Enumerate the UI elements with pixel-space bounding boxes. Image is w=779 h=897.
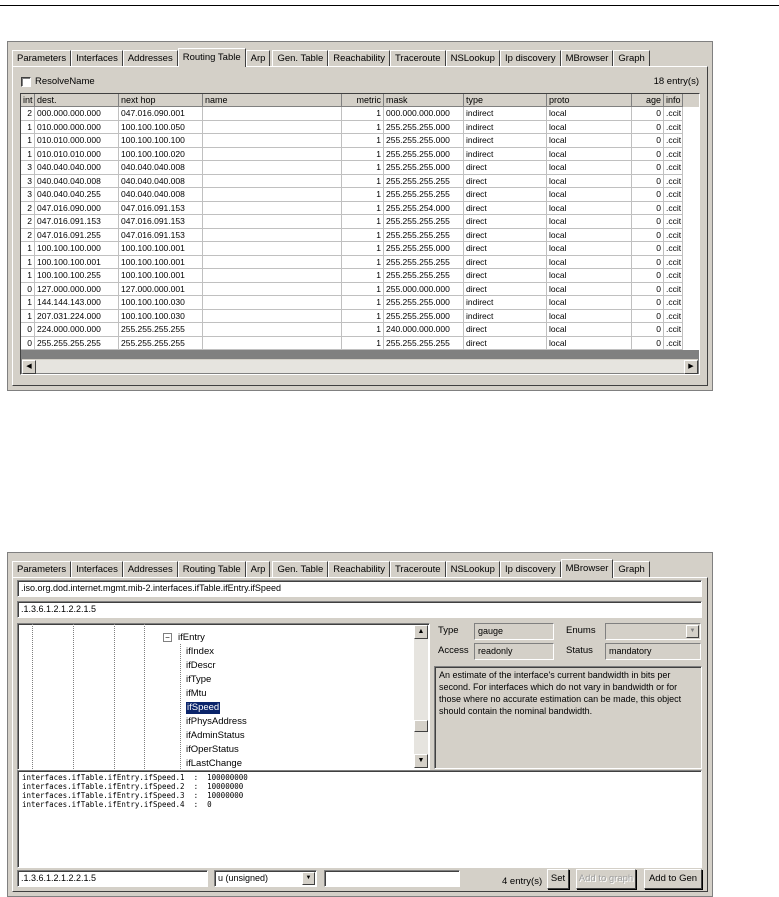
cell-info: .ccit: [664, 202, 683, 216]
table-row[interactable]: [21, 323, 699, 337]
cell-age: 0: [632, 283, 664, 297]
tree-node-ifmtu[interactable]: ifMtu: [186, 688, 207, 699]
cell-type: direct: [464, 269, 547, 283]
table-row[interactable]: [21, 161, 699, 175]
cell-age: 0: [632, 148, 664, 162]
scroll-up-arrow-icon[interactable]: ▲: [414, 625, 428, 639]
value-type-selected: u (unsigned): [218, 873, 269, 883]
cell-next-hop: 127.000.000.001: [119, 283, 203, 297]
cell-name: [203, 175, 342, 189]
tab-ip-discovery[interactable]: Ip discovery: [500, 561, 561, 577]
column-header-dest[interactable]: dest.: [35, 94, 119, 107]
cell-name: [203, 296, 342, 310]
routing-entry-count: 18 entry(s): [653, 76, 699, 87]
cell-dest: 010.010.000.000: [35, 134, 119, 148]
set-value-input[interactable]: [324, 870, 460, 887]
cell-dest: 127.000.000.000: [35, 283, 119, 297]
cell-proto: local: [547, 175, 632, 189]
cell-metric: 1: [342, 134, 384, 148]
cell-proto: local: [547, 242, 632, 256]
status-value-field: mandatory: [605, 643, 701, 660]
cell-proto: local: [547, 148, 632, 162]
tree-guide: [32, 624, 33, 770]
query-output: interfaces.ifTable.ifEntry.ifSpeed.1 : 100000000 interfaces.ifTable.ifEntry.ifSpeed.2 : 10000000 interfaces.ifTable.ifEntry.ifSpeed.3 : 10000000 interfaces.ifTable.ifEntry.ifSpeed.4 : 0: [17, 770, 702, 868]
cell-next-hop: 040.040.040.008: [119, 188, 203, 202]
chevron-down-icon[interactable]: ▼: [686, 625, 699, 638]
cell-age: 0: [632, 296, 664, 310]
cell-type: direct: [464, 242, 547, 256]
cell-proto: local: [547, 269, 632, 283]
description-text: An estimate of the interface's current bandwidth in bits per second. For interfaces which do not vary in bandwidth or for those where no accurate estimation can be made, this object should contain the nominal bandwidth.: [439, 670, 682, 716]
cell-dest: 224.000.000.000: [35, 323, 119, 337]
table-row[interactable]: [21, 310, 699, 324]
cell-next-hop: 040.040.040.008: [119, 161, 203, 175]
cell-dest: 047.016.091.255: [35, 229, 119, 243]
tree-node-ifdescr[interactable]: ifDescr: [186, 660, 216, 671]
tree-node-ifadminstatus[interactable]: ifAdminStatus: [186, 730, 245, 741]
tab-bar: [12, 559, 650, 577]
cell-dest: 010.000.000.000: [35, 121, 119, 135]
cell-type: direct: [464, 175, 547, 189]
cell-metric: 1: [342, 283, 384, 297]
cell-mask: 255.255.255.000: [384, 148, 464, 162]
cell-mask: 255.255.255.000: [384, 296, 464, 310]
tree-node-iftype[interactable]: ifType: [186, 674, 212, 685]
cell-int: 1: [21, 121, 35, 135]
tree-guide: [114, 624, 115, 770]
cell-next-hop: 255.255.255.255: [119, 323, 203, 337]
cell-age: 0: [632, 188, 664, 202]
cell-age: 0: [632, 202, 664, 216]
cell-type: direct: [464, 188, 547, 202]
cell-metric: 1: [342, 229, 384, 243]
tab-nslookup[interactable]: NSLookup: [446, 50, 500, 66]
cell-age: 0: [632, 175, 664, 189]
cell-metric: 1: [342, 256, 384, 270]
cell-name: [203, 202, 342, 216]
cell-mask: 255.255.255.255: [384, 337, 464, 351]
table-row[interactable]: [21, 242, 699, 256]
cell-next-hop: 100.100.100.030: [119, 310, 203, 324]
tab-addresses[interactable]: Addresses: [123, 50, 178, 66]
cell-age: 0: [632, 269, 664, 283]
table-row[interactable]: [21, 107, 699, 121]
cell-info: .ccit: [664, 296, 683, 310]
cell-info: .ccit: [664, 175, 683, 189]
cell-mask: 255.000.000.000: [384, 283, 464, 297]
cell-metric: 1: [342, 242, 384, 256]
cell-int: 2: [21, 202, 35, 216]
mib-tree[interactable]: [17, 623, 430, 770]
cell-int: 1: [21, 242, 35, 256]
cell-proto: local: [547, 229, 632, 243]
table-row[interactable]: [21, 175, 699, 189]
cell-dest: 207.031.224.000: [35, 310, 119, 324]
cell-int: 0: [21, 283, 35, 297]
scroll-down-arrow-icon[interactable]: ▼: [414, 754, 428, 768]
tab-mbrowser[interactable]: MBrowser: [561, 50, 614, 66]
tab-routing-table[interactable]: Routing Table: [178, 48, 246, 67]
cell-mask: 255.255.255.255: [384, 269, 464, 283]
scroll-thumb[interactable]: [414, 720, 428, 732]
cell-metric: 1: [342, 269, 384, 283]
cell-age: 0: [632, 242, 664, 256]
routing-table-window: [7, 41, 713, 391]
collapse-icon[interactable]: −: [163, 633, 172, 642]
cell-info: .ccit: [664, 283, 683, 297]
tree-node-ifspeed[interactable]: ifSpeed: [187, 702, 220, 713]
cell-int: 0: [21, 323, 35, 337]
resolve-name-option[interactable]: [21, 76, 95, 87]
tab-ip-discovery[interactable]: Ip discovery: [500, 50, 561, 66]
table-row[interactable]: [21, 229, 699, 243]
cell-name: [203, 310, 342, 324]
tree-guide: [73, 624, 74, 770]
cell-next-hop: 100.100.100.030: [119, 296, 203, 310]
cell-mask: 255.255.255.255: [384, 188, 464, 202]
tab-gen-table[interactable]: Gen. Table: [272, 561, 328, 577]
object-description: [434, 666, 702, 769]
tree-guide: [180, 644, 181, 770]
cell-mask: 255.255.255.000: [384, 134, 464, 148]
cell-type: direct: [464, 215, 547, 229]
page-top-rule: [0, 5, 779, 6]
cell-dest: 255.255.255.255: [35, 337, 119, 351]
table-row[interactable]: [21, 215, 699, 229]
cell-name: [203, 283, 342, 297]
cell-proto: local: [547, 161, 632, 175]
cell-proto: local: [547, 134, 632, 148]
column-header-age[interactable]: age: [632, 94, 664, 107]
status-label: Status: [566, 645, 593, 656]
tab-traceroute[interactable]: Traceroute: [390, 50, 446, 66]
cell-age: 0: [632, 121, 664, 135]
table-row[interactable]: [21, 296, 699, 310]
cell-type: direct: [464, 161, 547, 175]
cell-name: [203, 188, 342, 202]
table-row[interactable]: [21, 269, 699, 283]
cell-age: 0: [632, 161, 664, 175]
cell-metric: 1: [342, 148, 384, 162]
table-row[interactable]: [21, 202, 699, 216]
oid-name-field[interactable]: .iso.org.dod.internet.mgmt.mib-2.interfaces.ifTable.ifEntry.ifSpeed: [17, 580, 702, 597]
cell-proto: local: [547, 202, 632, 216]
cell-type: direct: [464, 337, 547, 351]
resolve-name-label: ResolveName: [35, 76, 95, 87]
cell-int: 1: [21, 148, 35, 162]
cell-proto: local: [547, 121, 632, 135]
cell-next-hop: 100.100.100.100: [119, 134, 203, 148]
oid-numeric-field[interactable]: .1.3.6.1.2.1.2.2.1.5: [17, 601, 702, 618]
cell-type: direct: [464, 202, 547, 216]
tab-gen-table[interactable]: Gen. Table: [272, 50, 328, 66]
cell-mask: 255.255.255.000: [384, 161, 464, 175]
cell-proto: local: [547, 283, 632, 297]
cell-info: .ccit: [664, 323, 683, 337]
cell-next-hop: 100.100.100.001: [119, 256, 203, 270]
tab-routing-table[interactable]: Routing Table: [178, 561, 246, 577]
cell-type: direct: [464, 323, 547, 337]
tab-graph[interactable]: Graph: [613, 561, 649, 577]
cell-name: [203, 242, 342, 256]
mib-entry-count: 4 entry(s): [502, 876, 543, 887]
cell-name: [203, 337, 342, 351]
enums-select[interactable]: [605, 623, 701, 640]
cell-dest: 040.040.040.255: [35, 188, 119, 202]
cell-age: 0: [632, 337, 664, 351]
cell-info: .ccit: [664, 242, 683, 256]
tab-parameters[interactable]: Parameters: [12, 561, 71, 577]
tab-interfaces[interactable]: Interfaces: [71, 50, 123, 66]
cell-int: 1: [21, 134, 35, 148]
cell-metric: 1: [342, 188, 384, 202]
type-label: Type: [438, 625, 459, 636]
type-value-field: gauge: [474, 623, 554, 640]
cell-age: 0: [632, 310, 664, 324]
cell-mask: 255.255.255.000: [384, 310, 464, 324]
cell-int: 3: [21, 161, 35, 175]
cell-mask: 240.000.000.000: [384, 323, 464, 337]
cell-proto: local: [547, 188, 632, 202]
mib-browser-window: [7, 552, 713, 897]
table-row[interactable]: [21, 283, 699, 297]
routing-grid-body: [21, 107, 699, 350]
cell-type: indirect: [464, 310, 547, 324]
cell-name: [203, 323, 342, 337]
cell-name: [203, 215, 342, 229]
cell-age: 0: [632, 107, 664, 121]
cell-type: direct: [464, 256, 547, 270]
cell-next-hop: 100.100.100.050: [119, 121, 203, 135]
cell-mask: 255.255.254.000: [384, 202, 464, 216]
cell-mask: 000.000.000.000: [384, 107, 464, 121]
cell-name: [203, 161, 342, 175]
cell-info: .ccit: [664, 229, 683, 243]
cell-metric: 1: [342, 296, 384, 310]
cell-next-hop: 047.016.091.153: [119, 202, 203, 216]
cell-dest: 010.010.010.000: [35, 148, 119, 162]
column-header-mask[interactable]: mask: [384, 94, 464, 107]
cell-mask: 255.255.255.255: [384, 215, 464, 229]
tree-node-ifphysaddress[interactable]: ifPhysAddress: [186, 716, 247, 727]
cell-name: [203, 121, 342, 135]
cell-info: .ccit: [664, 121, 683, 135]
set-button[interactable]: Set: [547, 869, 569, 889]
table-row[interactable]: [21, 188, 699, 202]
cell-int: 2: [21, 107, 35, 121]
cell-info: .ccit: [664, 148, 683, 162]
tab-traceroute[interactable]: Traceroute: [390, 561, 446, 577]
add-to-gen-button[interactable]: Add to Gen: [644, 869, 702, 889]
cell-info: .ccit: [664, 188, 683, 202]
table-row[interactable]: [21, 148, 699, 162]
cell-age: 0: [632, 229, 664, 243]
add-to-graph-button[interactable]: Add to graph: [576, 869, 636, 889]
cell-next-hop: 040.040.040.008: [119, 175, 203, 189]
cell-mask: 255.255.255.000: [384, 121, 464, 135]
cell-info: .ccit: [664, 337, 683, 351]
cell-dest: 040.040.040.008: [35, 175, 119, 189]
cell-dest: 047.016.091.153: [35, 215, 119, 229]
table-row[interactable]: [21, 134, 699, 148]
cell-name: [203, 269, 342, 283]
table-row[interactable]: [21, 256, 699, 270]
cell-metric: 1: [342, 175, 384, 189]
table-row[interactable]: [21, 121, 699, 135]
cell-info: .ccit: [664, 256, 683, 270]
cell-age: 0: [632, 134, 664, 148]
value-type-select[interactable]: [214, 870, 317, 887]
column-header-int[interactable]: int: [21, 94, 35, 107]
tab-interfaces[interactable]: Interfaces: [71, 561, 123, 577]
cell-age: 0: [632, 215, 664, 229]
routing-grid[interactable]: [20, 93, 700, 375]
cell-name: [203, 256, 342, 270]
cell-type: direct: [464, 283, 547, 297]
cell-int: 3: [21, 188, 35, 202]
cell-proto: local: [547, 296, 632, 310]
cell-info: .ccit: [664, 310, 683, 324]
cell-info: .ccit: [664, 269, 683, 283]
cell-next-hop: 047.016.090.001: [119, 107, 203, 121]
tab-reachability[interactable]: Reachability: [328, 561, 390, 577]
cell-metric: 1: [342, 161, 384, 175]
cell-next-hop: 047.016.091.153: [119, 229, 203, 243]
cell-name: [203, 148, 342, 162]
scroll-left-arrow-icon[interactable]: ◀: [22, 360, 36, 374]
cell-type: indirect: [464, 121, 547, 135]
cell-type: indirect: [464, 107, 547, 121]
tab-nslookup[interactable]: NSLookup: [446, 561, 500, 577]
cell-name: [203, 134, 342, 148]
tree-node-ifentry[interactable]: ifEntry: [178, 632, 205, 643]
tab-mbrowser[interactable]: MBrowser: [561, 559, 614, 578]
chevron-down-icon[interactable]: ▼: [302, 872, 315, 885]
cell-type: indirect: [464, 296, 547, 310]
table-row[interactable]: [21, 337, 699, 351]
cell-proto: local: [547, 215, 632, 229]
column-header-next-hop[interactable]: next hop: [119, 94, 203, 107]
tree-node-ifindex[interactable]: ifIndex: [186, 646, 214, 657]
enums-label: Enums: [566, 625, 596, 636]
tree-node-iflastchange[interactable]: ifLastChange: [186, 758, 242, 769]
cell-age: 0: [632, 323, 664, 337]
cell-next-hop: 100.100.100.020: [119, 148, 203, 162]
tree-guide: [144, 624, 145, 770]
cell-next-hop: 047.016.091.153: [119, 215, 203, 229]
cell-proto: local: [547, 256, 632, 270]
tab-addresses[interactable]: Addresses: [123, 561, 178, 577]
cell-metric: 1: [342, 310, 384, 324]
cell-type: indirect: [464, 148, 547, 162]
cell-metric: 1: [342, 121, 384, 135]
cell-mask: 255.255.255.255: [384, 229, 464, 243]
column-header-name[interactable]: name: [203, 94, 342, 107]
cell-info: .ccit: [664, 134, 683, 148]
cell-dest: 144.144.143.000: [35, 296, 119, 310]
cell-proto: local: [547, 337, 632, 351]
tab-arp[interactable]: Arp: [246, 50, 271, 66]
routing-grid-header: [21, 94, 699, 107]
cell-metric: 1: [342, 202, 384, 216]
access-label: Access: [438, 645, 469, 656]
cell-next-hop: 100.100.100.001: [119, 242, 203, 256]
column-header-type[interactable]: type: [464, 94, 547, 107]
cell-proto: local: [547, 323, 632, 337]
cell-next-hop: 100.100.100.001: [119, 269, 203, 283]
cell-proto: local: [547, 107, 632, 121]
column-header-proto[interactable]: proto: [547, 94, 632, 107]
cell-proto: local: [547, 310, 632, 324]
tab-reachability[interactable]: Reachability: [328, 50, 390, 66]
set-oid-field[interactable]: .1.3.6.1.2.1.2.2.1.5: [17, 870, 208, 887]
cell-type: indirect: [464, 134, 547, 148]
cell-int: 0: [21, 337, 35, 351]
scroll-right-arrow-icon[interactable]: ▶: [684, 360, 698, 374]
cell-mask: 255.255.255.000: [384, 242, 464, 256]
cell-info: .ccit: [664, 107, 683, 121]
horizontal-scrollbar[interactable]: [22, 359, 698, 373]
cell-age: 0: [632, 256, 664, 270]
cell-dest: 100.100.100.001: [35, 256, 119, 270]
cell-dest: 100.100.100.000: [35, 242, 119, 256]
cell-info: .ccit: [664, 215, 683, 229]
tab-arp[interactable]: Arp: [246, 561, 271, 577]
cell-int: 2: [21, 229, 35, 243]
cell-metric: 1: [342, 337, 384, 351]
cell-int: 1: [21, 310, 35, 324]
cell-int: 3: [21, 175, 35, 189]
tab-graph[interactable]: Graph: [613, 50, 649, 66]
resolve-name-checkbox[interactable]: [21, 77, 31, 87]
tab-bar: [12, 48, 650, 66]
cell-name: [203, 107, 342, 121]
cell-dest: 040.040.040.000: [35, 161, 119, 175]
routing-table-panel: [12, 66, 708, 386]
tree-node-ifoperstatus[interactable]: ifOperStatus: [186, 744, 239, 755]
tab-parameters[interactable]: Parameters: [12, 50, 71, 66]
cell-metric: 1: [342, 215, 384, 229]
column-header-metric[interactable]: metric: [342, 94, 384, 107]
cell-next-hop: 255.255.255.255: [119, 337, 203, 351]
cell-int: 1: [21, 296, 35, 310]
cell-dest: 047.016.090.000: [35, 202, 119, 216]
tree-vertical-scrollbar[interactable]: [414, 625, 428, 768]
cell-mask: 255.255.255.255: [384, 175, 464, 189]
cell-metric: 1: [342, 107, 384, 121]
cell-int: 1: [21, 256, 35, 270]
cell-metric: 1: [342, 323, 384, 337]
access-value-field: readonly: [474, 643, 554, 660]
cell-mask: 255.255.255.255: [384, 256, 464, 270]
cell-name: [203, 229, 342, 243]
cell-info: .ccit: [664, 161, 683, 175]
cell-dest: 100.100.100.255: [35, 269, 119, 283]
cell-int: 2: [21, 215, 35, 229]
column-header-info[interactable]: info: [664, 94, 683, 107]
cell-int: 1: [21, 269, 35, 283]
cell-type: direct: [464, 229, 547, 243]
cell-dest: 000.000.000.000: [35, 107, 119, 121]
